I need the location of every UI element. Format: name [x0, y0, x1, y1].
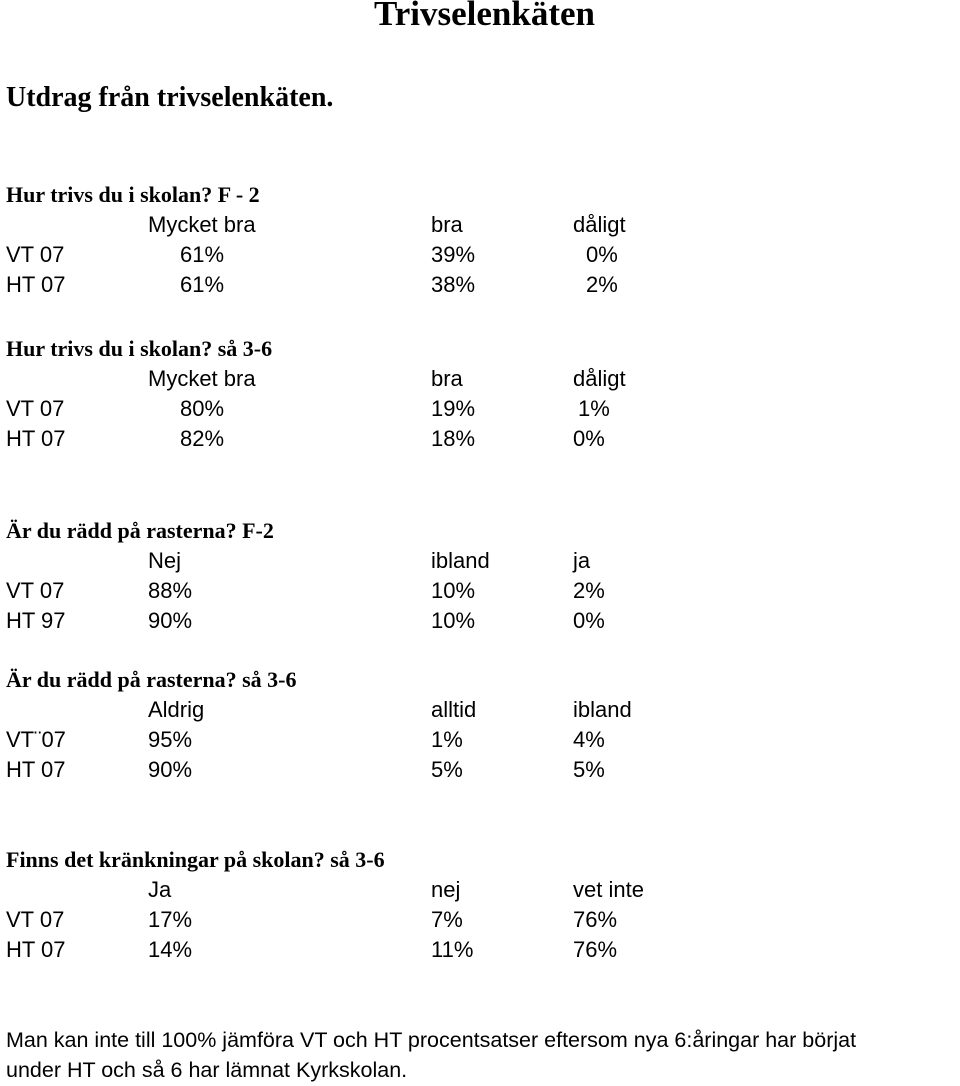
row-label: VT 07 — [6, 242, 65, 267]
cell-value: 0% — [586, 242, 618, 267]
column-header: dåligt — [573, 212, 626, 237]
column-header: Aldrig — [148, 697, 205, 722]
column-headers — [6, 875, 956, 905]
row-label: VT¨07 — [6, 727, 66, 752]
cell-value: 5% — [431, 757, 463, 782]
question-heading: Är du rädd på rasterna? så 3-6 — [6, 667, 297, 692]
row-label: VT 07 — [6, 907, 65, 932]
question-heading: Hur trivs du i skolan? så 3-6 — [6, 336, 273, 361]
column-header: bra — [431, 366, 463, 391]
column-header: ibland — [573, 697, 632, 722]
row-label: HT 07 — [6, 757, 66, 782]
table-row — [6, 270, 956, 300]
cell-value: 11% — [431, 937, 474, 962]
row-label: VT 07 — [6, 396, 65, 421]
question-heading: Finns det kränkningar på skolan? så 3-6 — [6, 847, 385, 872]
table-row — [6, 755, 956, 785]
cell-value: 82% — [180, 426, 225, 451]
survey-section-krankningar-3-6 — [6, 845, 956, 965]
column-header: ja — [573, 548, 591, 573]
row-label: HT 07 — [6, 272, 66, 297]
column-header: alltid — [431, 697, 477, 722]
row-label: HT 07 — [6, 937, 66, 962]
cell-value: 90% — [148, 757, 193, 782]
cell-value: 80% — [180, 396, 225, 421]
footnote-line: under HT och så 6 har lämnat Kyrkskolan. — [6, 1058, 408, 1082]
intro-heading: Utdrag från trivselenkäten. — [6, 82, 334, 113]
row-label: VT 07 — [6, 578, 65, 603]
cell-value: 14% — [148, 937, 193, 962]
survey-section-radd-f2 — [6, 516, 956, 636]
table-row — [6, 394, 956, 424]
cell-value: 10% — [431, 578, 476, 603]
cell-value: 7% — [431, 907, 463, 932]
column-header: nej — [431, 877, 461, 902]
table-row — [6, 905, 956, 935]
page-title: Trivselenkäten — [374, 0, 596, 33]
cell-value: 4% — [573, 727, 605, 752]
column-headers — [6, 695, 956, 725]
cell-value: 39% — [431, 242, 476, 267]
survey-section-trivs-f2 — [6, 180, 956, 300]
cell-value: 0% — [573, 426, 605, 451]
cell-value: 61% — [180, 242, 225, 267]
cell-value: 1% — [431, 727, 463, 752]
cell-value: 38% — [431, 272, 476, 297]
table-row — [6, 935, 956, 965]
table-row — [6, 240, 956, 270]
cell-value: 10% — [431, 608, 476, 633]
cell-value: 2% — [573, 578, 605, 603]
cell-value: 19% — [431, 396, 476, 421]
table-row — [6, 725, 956, 755]
survey-section-trivs-3-6 — [6, 334, 956, 454]
cell-value: 61% — [180, 272, 225, 297]
table-row — [6, 606, 956, 636]
column-header: Nej — [148, 548, 182, 573]
cell-value: 76% — [573, 907, 618, 932]
column-header: bra — [431, 212, 463, 237]
question-heading: Är du rädd på rasterna? F-2 — [6, 518, 274, 543]
row-label: HT 07 — [6, 426, 66, 451]
cell-value: 1% — [578, 396, 610, 421]
question-heading: Hur trivs du i skolan? F - 2 — [6, 182, 260, 207]
column-header: Ja — [148, 877, 172, 902]
column-headers — [6, 546, 956, 576]
column-header: Mycket bra — [148, 212, 256, 237]
footnote-line: Man kan inte till 100% jämföra VT och HT procentsatser eftersom nya 6:åringar har börjat — [6, 1028, 857, 1052]
cell-value: 88% — [148, 578, 193, 603]
cell-value: 2% — [586, 272, 618, 297]
table-row — [6, 576, 956, 606]
column-headers — [6, 364, 956, 394]
footnote — [6, 1025, 960, 1085]
column-header: vet inte — [573, 877, 644, 902]
table-row — [6, 424, 956, 454]
row-label: HT 97 — [6, 608, 66, 633]
column-header: Mycket bra — [148, 366, 256, 391]
cell-value: 0% — [573, 608, 605, 633]
column-headers — [6, 210, 956, 240]
column-header: dåligt — [573, 366, 626, 391]
cell-value: 5% — [573, 757, 605, 782]
cell-value: 76% — [573, 937, 618, 962]
cell-value: 17% — [148, 907, 193, 932]
column-header: ibland — [431, 548, 490, 573]
cell-value: 95% — [148, 727, 193, 752]
survey-section-radd-3-6 — [6, 665, 956, 785]
cell-value: 18% — [431, 426, 476, 451]
cell-value: 90% — [148, 608, 193, 633]
